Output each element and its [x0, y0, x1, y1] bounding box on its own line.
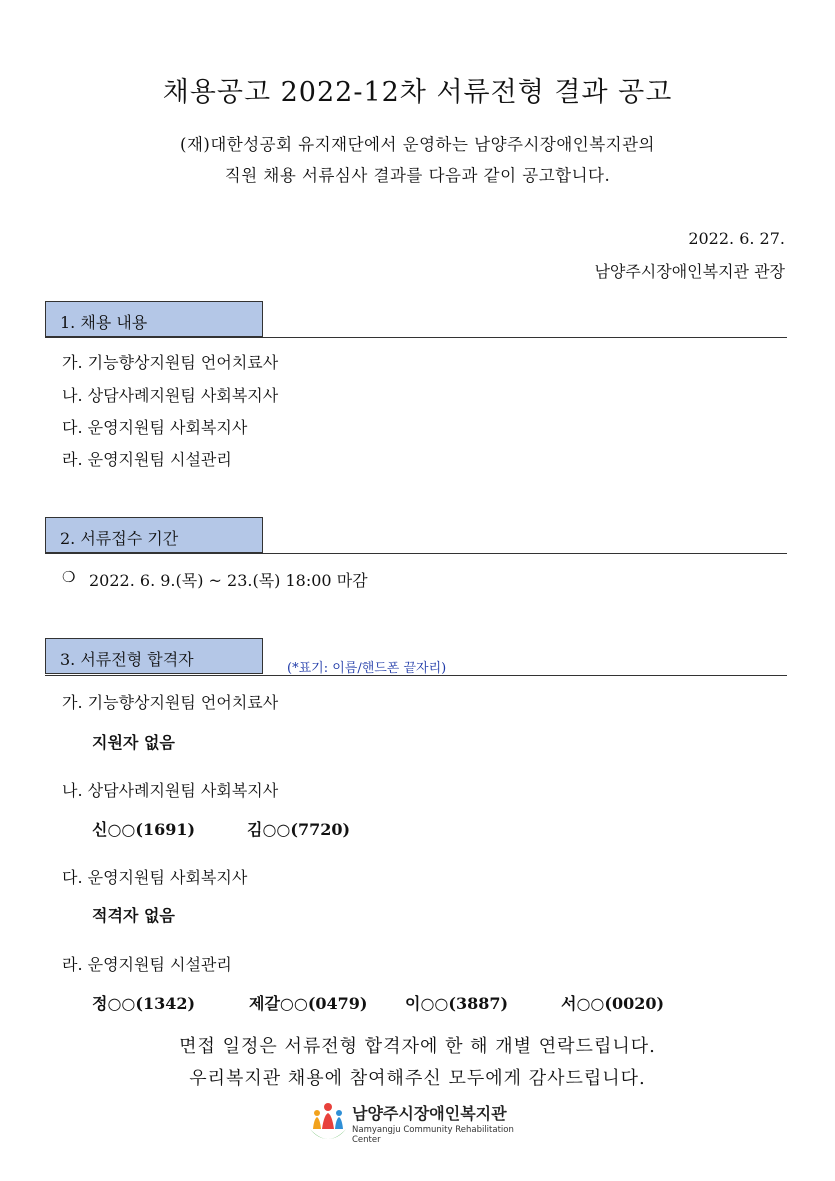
section-2-label: 2. 서류접수 기간 [60, 529, 179, 548]
result-group-4-entry-1: 정○○(1342) [92, 994, 196, 1013]
section-1-divider [45, 337, 787, 338]
job-item-3: 다. 운영지원팀 사회복지사 [62, 418, 248, 437]
section-3-divider [45, 675, 787, 676]
result-group-4-heading: 라. 운영지원팀 시설관리 [62, 955, 232, 974]
section-3-label: 3. 서류전형 합격자 [60, 650, 194, 669]
application-period: 2022. 6. 9.(목) ~ 23.(목) 18:00 마감 [89, 571, 368, 590]
result-group-3-heading: 다. 운영지원팀 사회복지사 [62, 868, 248, 887]
result-group-4-entry-2: 제갈○○(0479) [249, 994, 368, 1013]
result-group-4-entry-3: 이○○(3887) [405, 994, 509, 1013]
section-2-divider [45, 553, 787, 554]
result-group-1-heading: 가. 기능향상지원팀 언어치료사 [62, 693, 279, 712]
intro-line-2: 직원 채용 서류심사 결과를 다음과 같이 공고합니다. [224, 166, 611, 185]
intro-line-1: (재)대한성공회 유지재단에서 운영하는 남양주시장애인복지관의 [180, 135, 655, 154]
logo-name: 남양주시장애인복지관 [352, 1104, 507, 1123]
job-item-2: 나. 상담사례지원팀 사회복지사 [62, 386, 279, 405]
closing-line-1: 면접 일정은 서류전형 합격자에 한 해 개별 연락드립니다. [179, 1036, 656, 1057]
section-2-header [45, 517, 263, 553]
job-item-4: 라. 운영지원팀 시설관리 [62, 450, 232, 469]
people-logo-icon [308, 1099, 348, 1143]
closing-line-2: 우리복지관 채용에 참여해주신 모두에게 감사드립니다. [189, 1068, 646, 1089]
section-3-header [45, 638, 263, 674]
notice-date: 2022. 6. 27. [688, 229, 785, 248]
organization-logo [308, 1099, 528, 1145]
result-group-1-entry: 지원자 없음 [92, 733, 175, 752]
notation-note: (*표기: 이름/핸드폰 끝자리) [287, 661, 447, 676]
logo-subtitle: Namyangju Community Rehabilitation Center [352, 1125, 514, 1145]
result-group-2-entry-1: 신○○(1691) [92, 820, 196, 839]
page-title: 채용공고 2022-12차 서류전형 결과 공고 [162, 77, 673, 108]
bullet-icon: ❍ [62, 568, 76, 586]
result-group-3-entry: 적격자 없음 [92, 906, 175, 925]
job-item-1: 가. 기능향상지원팀 언어치료사 [62, 353, 279, 372]
result-group-4-entry-4: 서○○(0020) [561, 994, 665, 1013]
result-group-2-entry-2: 김○○(7720) [247, 820, 351, 839]
section-1-header [45, 301, 263, 337]
issuer: 남양주시장애인복지관 관장 [594, 262, 785, 281]
result-group-2-heading: 나. 상담사례지원팀 사회복지사 [62, 781, 279, 800]
section-1-label: 1. 채용 내용 [60, 313, 148, 332]
